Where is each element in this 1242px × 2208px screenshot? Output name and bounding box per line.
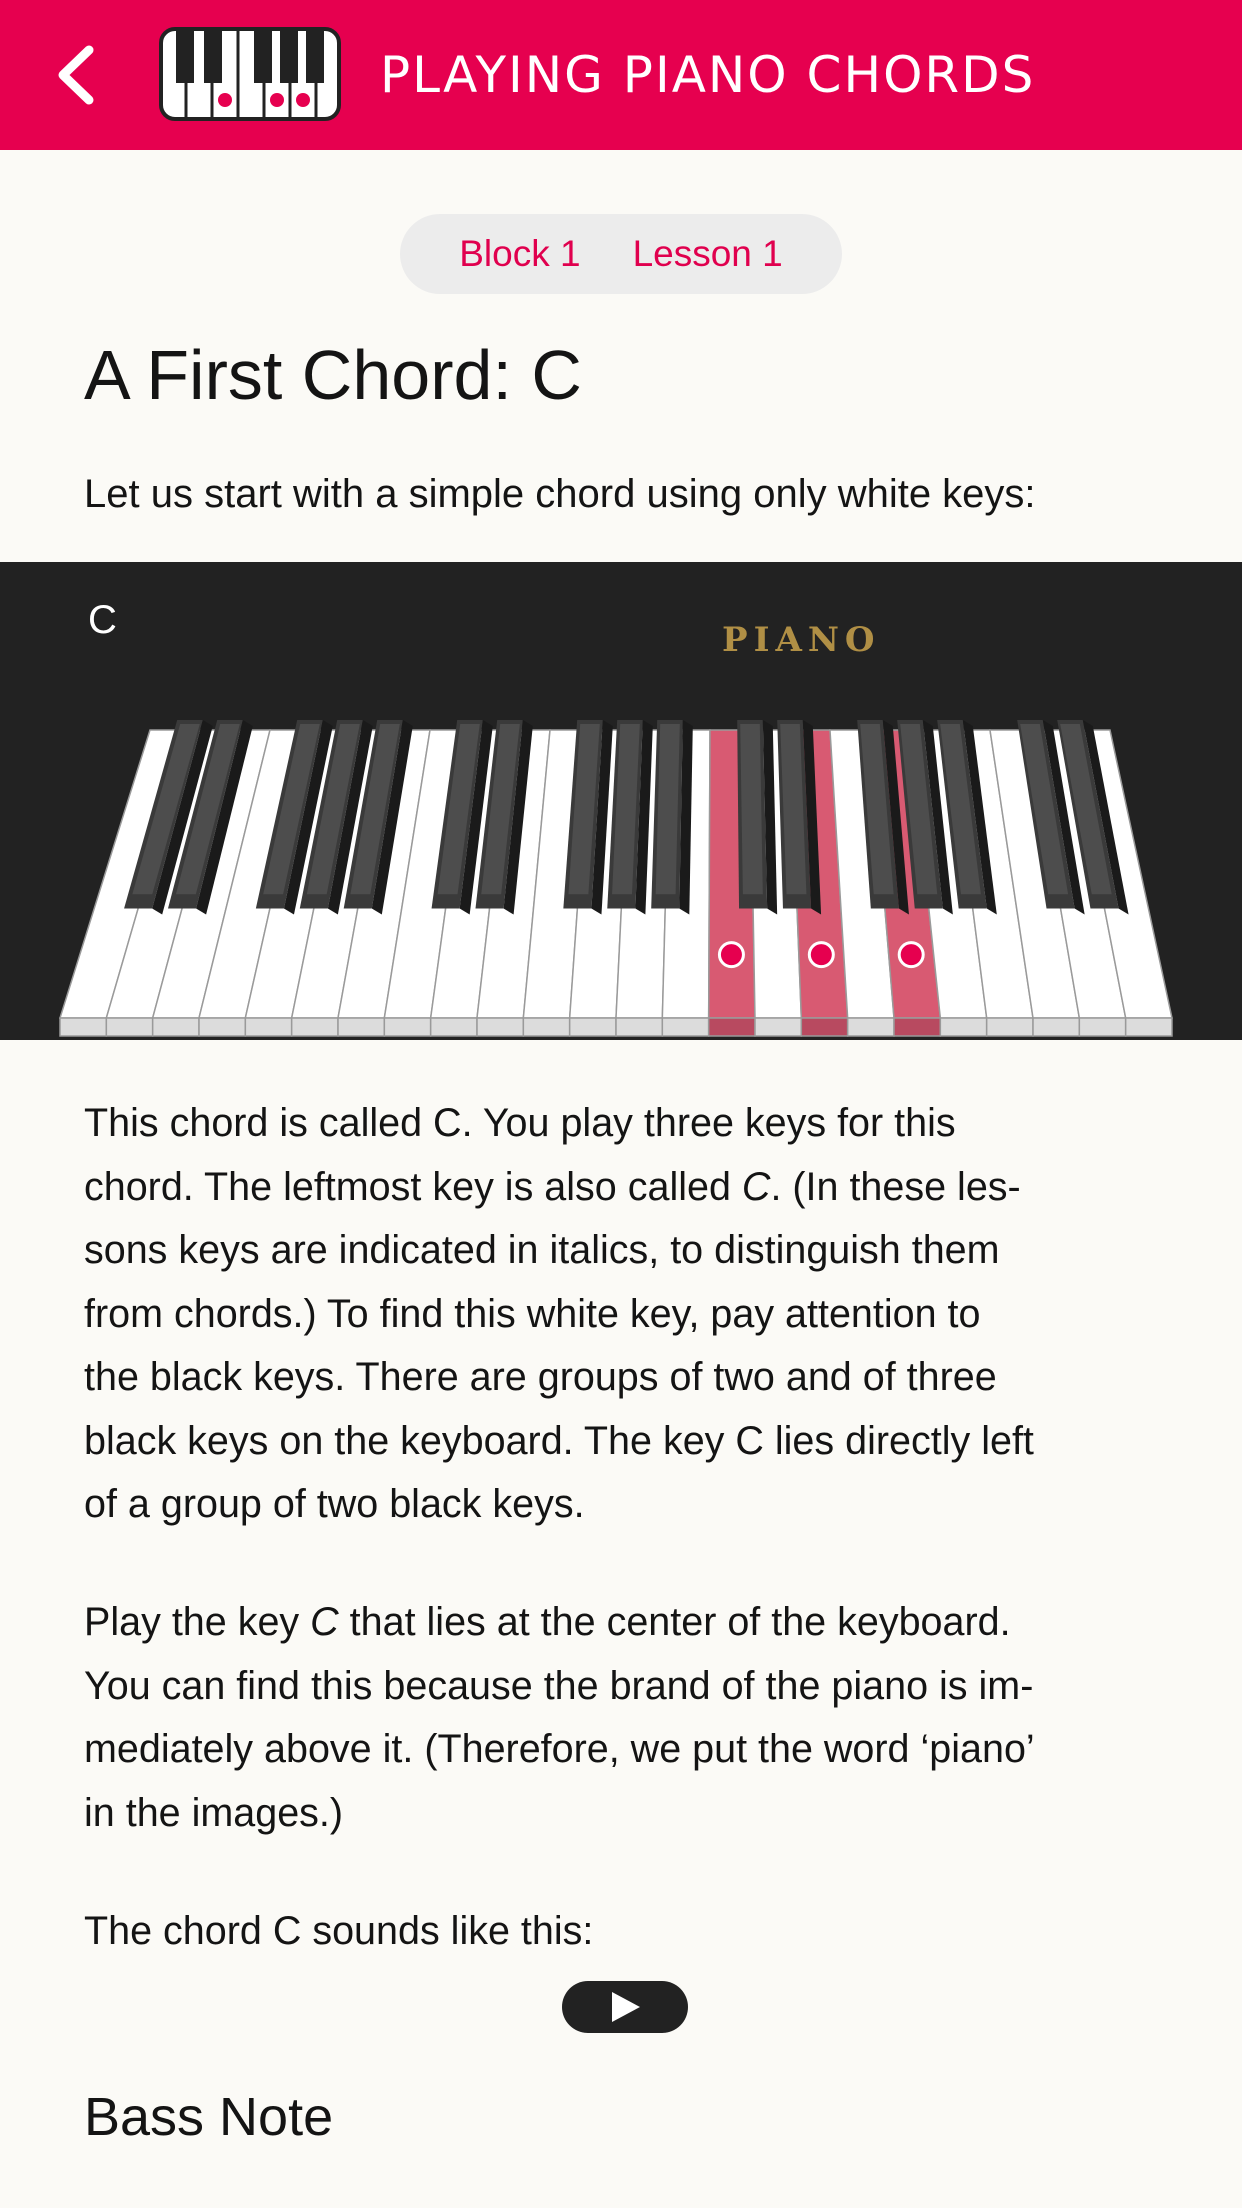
text-fragment: chord. The leftmost key is also called bbox=[84, 1164, 742, 1209]
white-key-front bbox=[709, 1018, 755, 1036]
text-fragment: that lies at the center of the keyboard. bbox=[338, 1600, 1011, 1644]
play-audio-button[interactable] bbox=[562, 1981, 688, 2033]
back-button[interactable] bbox=[40, 30, 110, 120]
white-key-front bbox=[245, 1018, 291, 1036]
page-title: A First Chord: C bbox=[84, 336, 582, 414]
white-key-front bbox=[755, 1018, 801, 1036]
key-name: C bbox=[310, 1600, 339, 1644]
section-title-bass-note: Bass Note bbox=[84, 2087, 334, 2147]
text-line: from chords.) To find this white key, pay attention to bbox=[84, 1291, 981, 1336]
white-key-front bbox=[477, 1018, 523, 1036]
white-key-front bbox=[1033, 1018, 1079, 1036]
text-line: mediately above it. (Therefore, we put the word ‘piano’ bbox=[84, 1727, 1035, 1771]
text-fragment: Play the key bbox=[84, 1600, 311, 1644]
breadcrumb-lesson[interactable]: Lesson 1 bbox=[632, 233, 783, 274]
white-key-front bbox=[60, 1018, 106, 1036]
text-line: The chord C sounds like this: bbox=[84, 1909, 594, 1953]
play-icon bbox=[608, 1990, 642, 2024]
text-line: black keys on the keyboard. The key C lies directly left bbox=[84, 1418, 1034, 1463]
white-key-front bbox=[1079, 1018, 1125, 1036]
key-name: C bbox=[741, 1164, 771, 1209]
app-header bbox=[0, 0, 1242, 150]
text-fragment: . (In these les- bbox=[770, 1164, 1021, 1209]
header-title: PLAYING PIANO CHORDS bbox=[380, 46, 1036, 104]
white-key-front bbox=[199, 1018, 245, 1036]
chord-key-marker-E bbox=[809, 943, 833, 967]
chevron-left-icon bbox=[53, 44, 97, 106]
white-key-front bbox=[570, 1018, 616, 1036]
white-key-front bbox=[153, 1018, 199, 1036]
white-key-front bbox=[848, 1018, 894, 1036]
paragraph-chord-description bbox=[84, 1092, 1164, 1537]
text-line bbox=[84, 1156, 1164, 1220]
breadcrumb-block[interactable]: Block 1 bbox=[459, 233, 581, 274]
text-line: You can find this because the brand of the piano is im- bbox=[84, 1663, 1034, 1708]
white-key-front bbox=[338, 1018, 384, 1036]
text-line: sons keys are indicated in italics, to distinguish them bbox=[84, 1228, 1000, 1272]
piano-keys-icon bbox=[158, 26, 342, 122]
white-key-front bbox=[523, 1018, 569, 1036]
white-key-front bbox=[801, 1018, 847, 1036]
white-key-front bbox=[987, 1018, 1033, 1036]
white-key-front bbox=[1126, 1018, 1172, 1036]
text-line: of a group of two black keys. bbox=[84, 1482, 585, 1526]
piano-keyboard bbox=[0, 562, 1242, 1040]
white-key-front bbox=[384, 1018, 430, 1036]
white-key-front bbox=[894, 1018, 940, 1036]
white-key-front bbox=[662, 1018, 708, 1036]
white-key-front bbox=[292, 1018, 338, 1036]
paragraph-find-key bbox=[84, 1591, 1164, 1845]
chord-key-marker-G bbox=[899, 943, 923, 967]
white-key-front bbox=[106, 1018, 152, 1036]
text-line: This chord is called C. You play three keys for this bbox=[84, 1101, 956, 1145]
paragraph-sound bbox=[84, 1900, 1164, 1964]
keyboard-illustration bbox=[0, 562, 1242, 1040]
text-line: in the images.) bbox=[84, 1790, 344, 1835]
breadcrumb bbox=[400, 214, 842, 294]
white-key-front bbox=[940, 1018, 986, 1036]
text-line: the black keys. There are groups of two and of three bbox=[84, 1355, 997, 1399]
white-key-front bbox=[431, 1018, 477, 1036]
intro-text: Let us start with a simple chord using only white keys: bbox=[84, 472, 1036, 516]
piano-brand: PIANO bbox=[722, 620, 881, 660]
chord-label: C bbox=[88, 598, 117, 642]
chord-key-marker-C bbox=[719, 943, 743, 967]
white-key-front bbox=[616, 1018, 662, 1036]
text-line bbox=[84, 1591, 1164, 1655]
black-key-top bbox=[740, 724, 763, 894]
